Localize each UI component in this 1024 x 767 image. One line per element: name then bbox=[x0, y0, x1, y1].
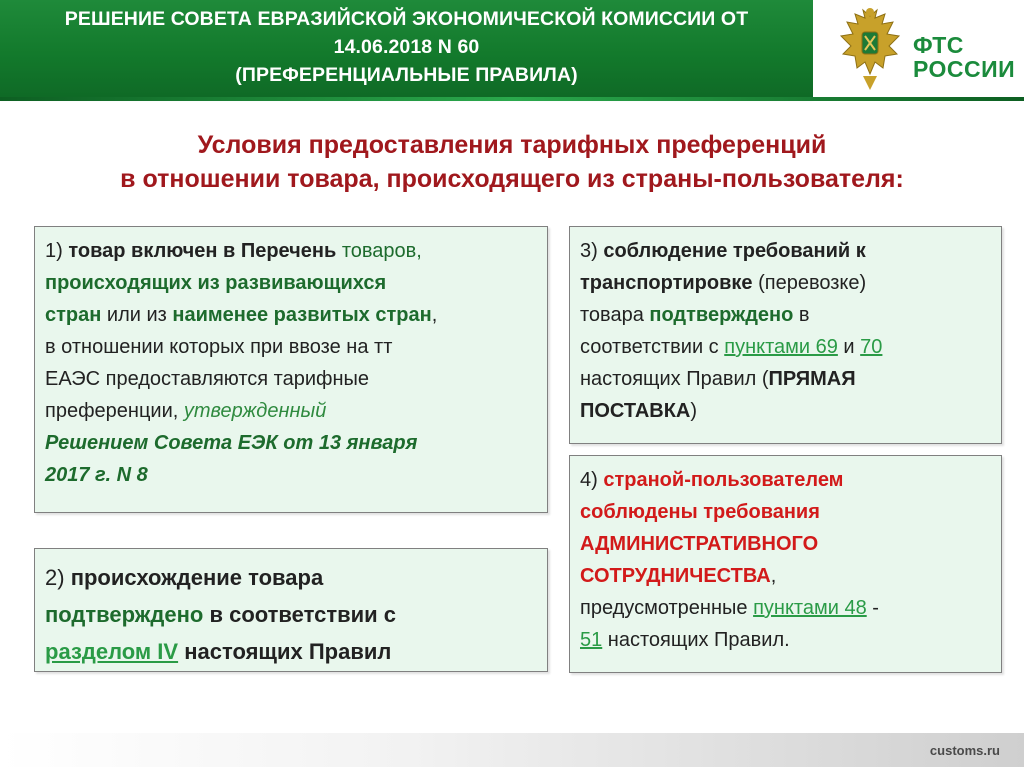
slide-header bbox=[0, 0, 813, 97]
box1-text: происходящих из развивающихся bbox=[45, 272, 387, 294]
box3-text: товара bbox=[580, 304, 650, 326]
fts-logo bbox=[813, 0, 1024, 97]
box2-text: в соответствии с bbox=[203, 602, 397, 627]
box3-text: ) bbox=[690, 400, 698, 422]
box1-text: преференции, bbox=[45, 400, 184, 422]
box1-num: 1) bbox=[45, 240, 69, 262]
condition-box-1 bbox=[34, 226, 548, 513]
condition-box-3 bbox=[569, 226, 1002, 444]
box1-text: Решением Совета ЕЭК от 13 января bbox=[45, 432, 418, 454]
box1-text: наименее развитых стран bbox=[172, 304, 432, 326]
box1-text: 2017 г. N 8 bbox=[45, 464, 148, 486]
box2-text: происхождение товара bbox=[70, 565, 324, 590]
double-headed-eagle-icon bbox=[835, 6, 905, 92]
box3-text: в bbox=[793, 304, 810, 326]
box3-num: 3) bbox=[580, 240, 604, 262]
points-48-link[interactable]: пунктами 48 bbox=[753, 597, 867, 619]
point-51-link[interactable]: 51 bbox=[580, 629, 603, 651]
brand-line-1: ФТС bbox=[913, 32, 964, 58]
box3-text: ПОСТАВКА bbox=[580, 400, 691, 422]
box4-text: предусмотренные bbox=[580, 597, 754, 619]
brand-name bbox=[913, 33, 1015, 81]
box1-text: утвержденный bbox=[183, 400, 327, 422]
box4-text: страной-пользователем bbox=[603, 469, 844, 491]
condition-box-2 bbox=[34, 548, 548, 672]
header-line-2: 14.06.2018 N 60 bbox=[333, 36, 480, 58]
box1-text: товар включен в Перечень bbox=[68, 240, 337, 262]
points-69-link[interactable]: пунктами 69 bbox=[724, 336, 838, 358]
box3-text: соответствии с bbox=[580, 336, 725, 358]
header-divider bbox=[0, 97, 1024, 101]
header-line-3: (ПРЕФЕРЕНЦИАЛЬНЫЕ ПРАВИЛА) bbox=[235, 64, 578, 86]
box3-text: соблюдение требований к bbox=[603, 240, 866, 262]
title-line-2: в отношении товара, происходящего из страны-пользователя: bbox=[120, 165, 904, 193]
box4-text: соблюдены требования bbox=[580, 501, 820, 523]
section-iv-link[interactable]: разделом IV bbox=[45, 639, 179, 664]
box4-num: 4) bbox=[580, 469, 604, 491]
box2-num: 2) bbox=[45, 565, 71, 590]
box4-text: , bbox=[770, 565, 777, 587]
brand-line-2: РОССИИ bbox=[913, 56, 1016, 82]
box3-text: ПРЯМАЯ bbox=[768, 368, 856, 390]
box3-text: и bbox=[837, 336, 861, 358]
header-line-1: РЕШЕНИЕ СОВЕТА ЕВРАЗИЙСКОЙ ЭКОНОМИЧЕСКОЙ КОМИССИИ ОТ bbox=[64, 8, 749, 30]
box1-text: в отношении которых при ввозе на тт bbox=[45, 336, 393, 358]
box1-text: товаров, bbox=[336, 240, 422, 262]
box1-text: ЕАЭС предоставляются тарифные bbox=[45, 368, 370, 390]
slide-title bbox=[0, 128, 1024, 196]
box4-text: СОТРУДНИЧЕСТВА bbox=[580, 565, 771, 587]
box3-text: (перевозке) bbox=[752, 272, 867, 294]
title-line-1: Условия предоставления тарифных преференций bbox=[197, 131, 827, 159]
box2-text: подтверждено bbox=[45, 602, 204, 627]
box3-text: настоящих Правил ( bbox=[580, 368, 769, 390]
box1-text: или из bbox=[101, 304, 173, 326]
condition-box-4 bbox=[569, 455, 1002, 673]
box4-text: АДМИНИСТРАТИВНОГО bbox=[580, 533, 819, 555]
box4-text: - bbox=[866, 597, 879, 619]
box4-text: настоящих Правил. bbox=[602, 629, 790, 651]
box1-text: стран bbox=[45, 304, 102, 326]
slide-footer bbox=[0, 733, 1024, 767]
box3-text: подтверждено bbox=[649, 304, 794, 326]
box2-text: настоящих Правил bbox=[178, 639, 392, 664]
point-70-link[interactable]: 70 bbox=[860, 336, 883, 358]
footer-site: customs.ru bbox=[929, 743, 1000, 758]
box3-text: транспортировке bbox=[580, 272, 753, 294]
box1-text: , bbox=[431, 304, 438, 326]
